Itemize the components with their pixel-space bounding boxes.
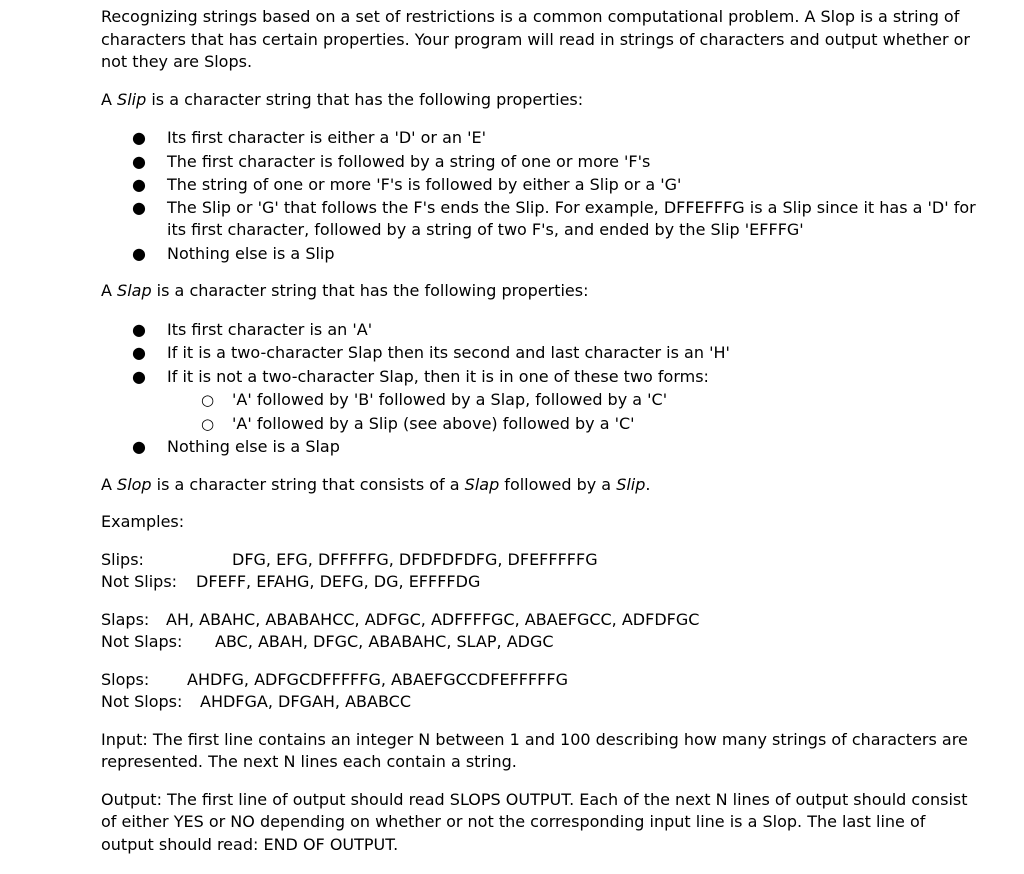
slaps-example-row: Slaps: AH, ABAHC, ABABAHCC, ADFGC, ADFFFFGC, ABAEFGCC, ADFDFGC xyxy=(101,609,700,629)
input-description: Input: The first line contains an integer N between 1 and 100 describing how many strings of characters are represented. The next N lines each contain a string. xyxy=(101,729,968,771)
list-item: ● The first character is followed by a string of one or more 'F's xyxy=(101,150,981,174)
slips-example-row: Slips: DFG, EFG, DFFFFFG, DFDFDFDFG, DFEFFFFFG xyxy=(101,549,598,569)
slip-term: Slip xyxy=(117,89,147,109)
slop-definition: A Slop is a character string that consists of a Slap followed by a Slip. xyxy=(101,474,651,494)
circle-bullet-icon: ○ xyxy=(201,391,215,409)
slap-forms-list xyxy=(101,388,981,435)
bullet-icon: ● xyxy=(132,128,146,147)
circle-bullet-icon: ○ xyxy=(201,414,215,433)
list-item: ● If it is not a two-character Slap, then it is in one of these two forms: ○ 'A' followed by 'B' followed by a Slap, followed by a 'C' ○ 'A' followed by a Slip (see above) followed by a 'C' xyxy=(101,365,981,436)
examples-label: Examples: xyxy=(101,512,185,531)
bullet-icon: ● xyxy=(132,437,146,456)
list-item: ● Nothing else is a Slip xyxy=(101,242,981,266)
slap-heading: A Slap is a character string that has the following properties: xyxy=(101,281,589,300)
bullet-icon: ● xyxy=(132,343,146,362)
list-item: ● If it is a two-character Slap then its second and last character is an 'H' xyxy=(101,341,981,365)
list-item: ● The Slip or 'G' that follows the F's ends the Slip. For example, DFFEFFFG is a Slip since it has a 'D' for its first character, followed by a string of two F's, and ended by the Slip 'EFFFG' xyxy=(132,197,976,239)
not-slops-example-row: Not Slops: AHDFGA, DFGAH, ABABCC xyxy=(101,692,411,711)
slip-heading: A Slip is a character string that has the following properties: xyxy=(101,89,584,109)
slip-rules-list xyxy=(101,126,981,265)
slops-example-row: Slops: AHDFG, ADFGCDFFFFFG, ABAEFGCCDFEFFFFFG xyxy=(101,669,568,689)
bullet-icon: ● xyxy=(132,319,146,339)
bullet-icon: ● xyxy=(132,175,146,194)
slap-term: Slap xyxy=(117,281,152,300)
problem-document xyxy=(101,6,981,871)
intro-paragraph: Recognizing strings based on a set of restrictions is a common computational problem. A Slop is a string of characters that has certain properties. Your program will read in strings of characters and output whether or not they are Slops. xyxy=(101,7,970,71)
bullet-icon: ● xyxy=(132,243,146,263)
list-item: ● Its first character is an 'A' xyxy=(101,318,981,342)
not-slaps-example-row: Not Slaps: ABC, ABAH, DFGC, ABABAHC, SLAP, ADGC xyxy=(101,632,554,651)
bullet-icon: ● xyxy=(132,197,146,217)
list-item: ● Nothing else is a Slap xyxy=(101,435,981,459)
bullet-icon: ● xyxy=(132,366,146,386)
output-description: Output: The first line of output should read SLOPS OUTPUT. Each of the next N lines of output should consist of either YES or NO depending on whether or not the corresponding input line is a Slop. The last line of output should read: END OF OUTPUT. xyxy=(101,789,968,854)
not-slips-example-row: Not Slips: DFEFF, EFAHG, DEFG, DG, EFFFFDG xyxy=(101,572,481,591)
slap-rules-list xyxy=(101,318,981,459)
bullet-icon: ● xyxy=(132,151,146,171)
list-item: ○ 'A' followed by a Slip (see above) followed by a 'C' xyxy=(101,412,981,436)
list-item: ● The string of one or more 'F's is followed by either a Slip or a 'G' xyxy=(101,173,981,197)
list-item: ● Its first character is either a 'D' or an 'E' xyxy=(101,126,981,150)
list-item: ○ 'A' followed by 'B' followed by a Slap, followed by a 'C' xyxy=(101,388,981,412)
